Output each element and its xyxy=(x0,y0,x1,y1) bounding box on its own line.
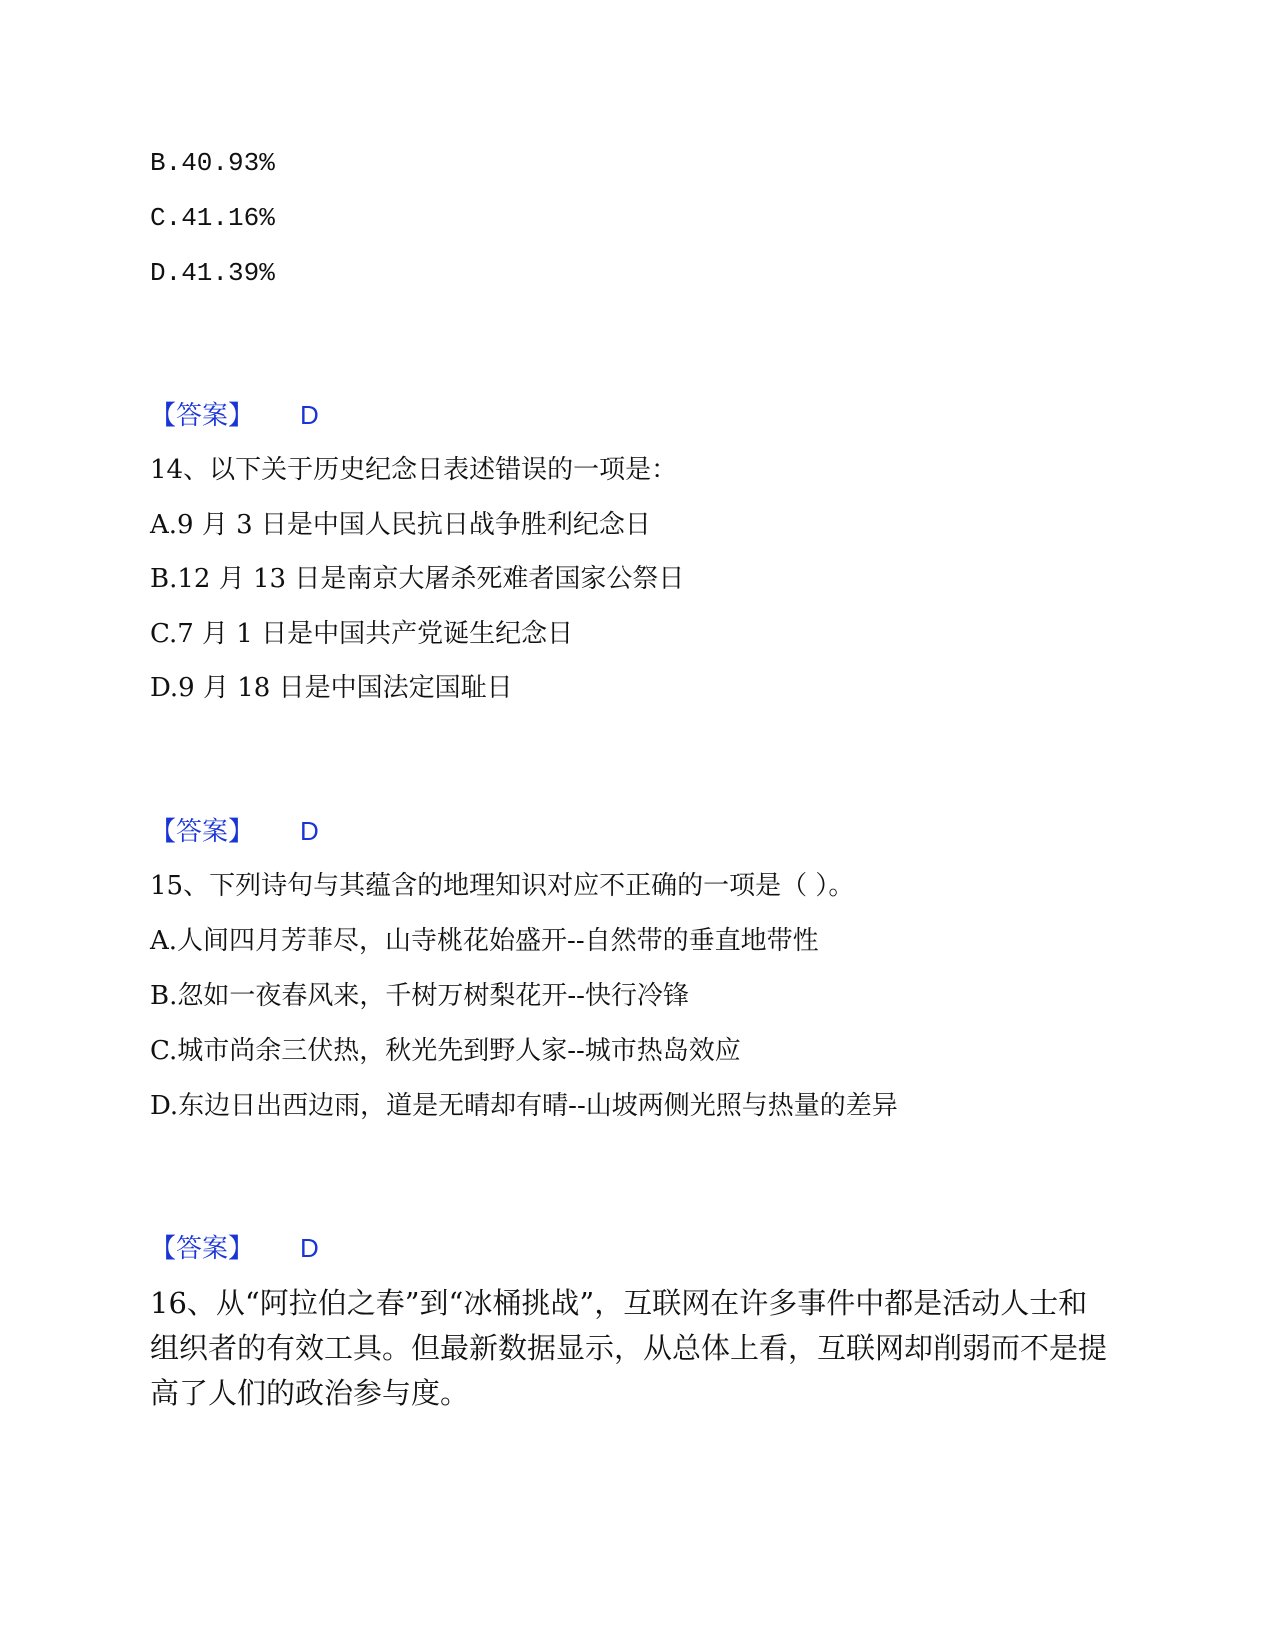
q14-option-a: A.9 月 3 日是中国人民抗日战争胜利纪念日 xyxy=(150,510,651,540)
q15-option-b: B.忽如一夜春风来，千树万树梨花开--快行冷锋 xyxy=(150,981,689,1011)
q13-option-c: C.41.16% xyxy=(150,203,275,233)
q15-stem: 15、下列诗句与其蕴含的地理知识对应不正确的一项是（ ）。 xyxy=(150,871,855,901)
answer-13 xyxy=(150,400,319,431)
q14-option-b: B.12 月 13 日是南京大屠杀死难者国家公祭日 xyxy=(150,564,685,594)
q13-option-b: B.40.93% xyxy=(150,148,275,178)
q14-option-c: C.7 月 1 日是中国共产党诞生纪念日 xyxy=(150,619,574,649)
answer-label: 【答案】 xyxy=(150,401,255,431)
q16-text: 16、从“阿拉伯之春”到“冰桶挑战”，互联网在许多事件中都是活动人士和组织者的有效工具。但最新数据显示，从总体上看，互联网却削弱而不是提高了人们的政治参与度。 xyxy=(150,1286,1108,1410)
answer-15 xyxy=(150,1233,319,1264)
q14-stem: 14、以下关于历史纪念日表述错误的一项是： xyxy=(150,455,678,485)
q15-option-c: C.城市尚余三伏热，秋光先到野人家--城市热岛效应 xyxy=(150,1036,741,1066)
answer-value: D xyxy=(300,1233,319,1263)
answer-label: 【答案】 xyxy=(150,817,255,847)
q15-option-a: A.人间四月芳菲尽，山寺桃花始盛开--自然带的垂直地带性 xyxy=(150,926,819,956)
answer-label: 【答案】 xyxy=(150,1234,255,1264)
q13-option-d: D.41.39% xyxy=(150,258,275,288)
q14-option-d: D.9 月 18 日是中国法定国耻日 xyxy=(150,673,513,703)
answer-value: D xyxy=(300,816,319,846)
answer-value: D xyxy=(300,400,319,430)
answer-14 xyxy=(150,816,319,847)
q15-option-d: D.东边日出西边雨，道是无晴却有晴--山坡两侧光照与热量的差异 xyxy=(150,1091,898,1121)
